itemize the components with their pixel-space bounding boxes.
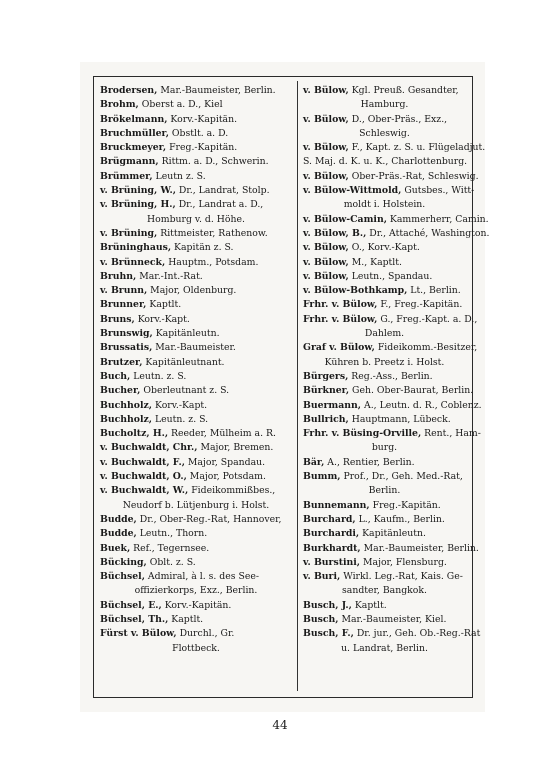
directory-entry bbox=[100, 370, 292, 384]
directory-entry bbox=[100, 570, 292, 584]
entry-details: Kapitänleutnant. bbox=[142, 356, 225, 368]
entry-name: Graf v. Bülow, bbox=[303, 342, 375, 354]
entry-name: Bürgers, bbox=[303, 370, 349, 382]
entry-details: Lt., Berlin. bbox=[407, 285, 461, 297]
right-column bbox=[303, 84, 490, 656]
entry-name: v. Brüning, W., bbox=[100, 185, 176, 197]
directory-entry bbox=[303, 241, 466, 255]
entry-name: Brohm, bbox=[100, 99, 139, 111]
entry-name: Budde, bbox=[100, 513, 137, 525]
entry-details: Kaptlt. bbox=[168, 613, 204, 625]
entry-name: v. Buchwaldt, O., bbox=[100, 471, 187, 483]
entry-details: Fideikommißbes., bbox=[188, 485, 276, 497]
directory-entry bbox=[303, 184, 475, 198]
directory-entry bbox=[303, 599, 466, 613]
directory-entry bbox=[100, 427, 292, 441]
entry-name: Brussatis, bbox=[100, 342, 153, 354]
directory-entry bbox=[100, 170, 292, 184]
directory-entry bbox=[303, 413, 466, 427]
directory-entry bbox=[100, 327, 292, 341]
entry-details: Ober-Präs.-Rat, Schleswig. bbox=[348, 170, 479, 182]
entry-name: Bruckmeyer, bbox=[100, 142, 167, 154]
entry-details: Major, Flensburg. bbox=[360, 556, 447, 568]
directory-entry bbox=[100, 599, 292, 613]
entry-name: v. Brunn, bbox=[100, 285, 148, 297]
directory-entry bbox=[100, 356, 292, 370]
directory-entry bbox=[100, 441, 292, 455]
entry-details: Oblt. z. S. bbox=[146, 556, 196, 568]
entry-name: Buermann, bbox=[303, 399, 362, 411]
directory-entry bbox=[303, 170, 479, 184]
entry-name: v. Bülow, bbox=[303, 85, 349, 96]
entry-details: F., Kapt. z. S. u. Flügeladjut. bbox=[348, 142, 486, 154]
entry-name: v. Bülow, B., bbox=[303, 227, 367, 239]
entry-details: Major, Oldenburg. bbox=[147, 285, 237, 297]
entry-name: v. Bülow-Bothkamp, bbox=[303, 285, 408, 297]
entry-details: M., Kaptlt. bbox=[348, 256, 402, 268]
entry-details: Durchl., Gr. bbox=[176, 628, 235, 640]
entry-details: A., Leutn. d. R., Coblenz. bbox=[361, 399, 482, 411]
entry-details: Rittmeister, Rathenow. bbox=[157, 227, 268, 239]
entry-name: v. Bülow, bbox=[303, 142, 349, 154]
entry-details: Wirkl. Leg.-Rat, Kais. Ge- bbox=[340, 571, 463, 583]
entry-name: v. Bülow, bbox=[303, 170, 349, 182]
entry-continuation: sandter, Bangkok. bbox=[342, 585, 427, 597]
directory-entry bbox=[303, 313, 478, 327]
directory-entry bbox=[303, 542, 479, 556]
directory-entry bbox=[100, 241, 292, 255]
entry-continuation: Homburg v. d. Höhe. bbox=[147, 213, 245, 225]
entry-details: Mar.-Baumeister, Kiel. bbox=[338, 613, 447, 625]
entry-details: L., Kaufm., Berlin. bbox=[355, 513, 445, 525]
directory-entry bbox=[303, 370, 466, 384]
directory-entry bbox=[303, 456, 466, 470]
entry-details: Korv.-Kapitän. bbox=[167, 113, 238, 125]
directory-entry bbox=[100, 141, 292, 155]
entry-details: Kapitän z. S. bbox=[171, 242, 234, 254]
page-number: 44 bbox=[272, 718, 288, 732]
entry-continuation: Kühren b. Preetz i. Holst. bbox=[324, 356, 445, 368]
entry-name: Brunswig, bbox=[100, 328, 153, 340]
entry-name: v. Burstini, bbox=[303, 556, 361, 568]
directory-entry bbox=[303, 399, 482, 413]
entry-details: Major, Bremen. bbox=[197, 442, 274, 454]
entry-name: Fürst v. Bülow, bbox=[100, 628, 177, 640]
entry-details: Kaptlt. bbox=[351, 599, 387, 611]
directory-entry bbox=[100, 270, 292, 284]
entry-name: Bunnemann, bbox=[303, 499, 370, 511]
directory-entry bbox=[100, 484, 292, 498]
entry-name: Bucher, bbox=[100, 385, 141, 397]
entry-details: F., Freg.-Kapitän. bbox=[377, 299, 463, 311]
entry-name: Büchsel, E., bbox=[100, 599, 162, 611]
entry-continuation: Dahlem. bbox=[364, 328, 405, 340]
entry-name: Buek, bbox=[100, 542, 131, 554]
entry-details: Dr., Ober-Reg.-Rat, Hannover, bbox=[136, 513, 282, 525]
directory-entry bbox=[303, 613, 466, 627]
directory-entry bbox=[303, 256, 466, 270]
entry-details: Fideikomm.-Besitzer, bbox=[374, 342, 478, 354]
entry-details: Leutn. z. S. bbox=[130, 370, 187, 382]
entry-details: Reg.-Ass., Berlin. bbox=[348, 370, 433, 382]
entry-name: Frhr. v. Büsing-Orville, bbox=[303, 428, 422, 440]
directory-entry bbox=[100, 556, 292, 570]
directory-entry bbox=[100, 198, 292, 212]
entry-details: Geh. Ober-Baurat, Berlin. bbox=[349, 385, 474, 397]
entry-name: v. Bülow-Camin, bbox=[303, 213, 387, 225]
directory-entry bbox=[303, 384, 474, 398]
directory-entry bbox=[303, 499, 466, 513]
entry-details: Korv.-Kapt. bbox=[134, 313, 190, 325]
entry-continuation: burg. bbox=[371, 442, 398, 454]
entry-details: Admiral, à l. s. des See- bbox=[144, 571, 260, 583]
entry-name: Bär, bbox=[303, 456, 325, 468]
entry-details: Kaptlt. bbox=[146, 299, 182, 311]
directory-entry bbox=[100, 470, 292, 484]
entry-name: Frhr. v. Bülow, bbox=[303, 299, 378, 311]
directory-entry bbox=[303, 213, 489, 227]
directory-entry bbox=[303, 84, 466, 98]
entry-name: Bücking, bbox=[100, 556, 147, 568]
entry-details: Dr., Landrat a. D., bbox=[175, 199, 264, 211]
entry-name: v. Bülow-Wittmold, bbox=[303, 185, 402, 197]
directory-entry bbox=[303, 298, 466, 312]
entry-name: v. Bülow, bbox=[303, 270, 349, 282]
entry-name: Büchsel, bbox=[100, 571, 145, 583]
directory-entry bbox=[100, 184, 292, 198]
entry-continuation: Neudorf b. Lütjenburg i. Holst. bbox=[122, 499, 270, 511]
column-divider bbox=[297, 81, 298, 691]
entry-details: Freg.-Kapitän. bbox=[369, 499, 441, 511]
directory-entry bbox=[303, 141, 486, 155]
entry-name: Busch, F., bbox=[303, 628, 354, 640]
entry-name: Buchholz, bbox=[100, 413, 153, 425]
entry-name: Brodersen, bbox=[100, 85, 158, 96]
directory-entry bbox=[100, 384, 292, 398]
entry-details: Korv.-Kapitän. bbox=[161, 599, 232, 611]
entry-name: Bruns, bbox=[100, 313, 135, 325]
entry-name: v. Brüning, H., bbox=[100, 199, 176, 211]
entry-details: Obstlt. a. D. bbox=[168, 127, 229, 139]
entry-name: Bruhn, bbox=[100, 270, 137, 282]
directory-entry bbox=[100, 341, 292, 355]
entry-details: Ref., Tegernsee. bbox=[130, 542, 210, 554]
entry-name: v. Bülow, bbox=[303, 113, 349, 125]
entry-name: Büchsel, Th., bbox=[100, 613, 169, 625]
entry-details: Reeder, Mülheim a. R. bbox=[168, 428, 276, 440]
entry-details: Leutn. z. S. bbox=[152, 413, 209, 425]
directory-entry bbox=[100, 227, 292, 241]
entry-details: Mar.-Int.-Rat. bbox=[136, 270, 203, 282]
directory-entry bbox=[100, 542, 292, 556]
entry-details: Kammerherr, Camin. bbox=[386, 213, 489, 225]
entry-name: Bumm, bbox=[303, 471, 341, 483]
entry-details: Dr. jur., Geh. Ob.-Reg.-Rat bbox=[353, 628, 481, 640]
directory-entry bbox=[303, 627, 481, 641]
entry-name: Bürkner, bbox=[303, 385, 350, 397]
directory-entry bbox=[100, 456, 292, 470]
entry-continuation: offizierkorps, Exz., Berlin. bbox=[134, 585, 258, 597]
entry-details: Leutn., Spandau. bbox=[348, 270, 433, 282]
entry-details: Hauptm., Potsdam. bbox=[165, 256, 259, 268]
entry-details: A., Rentier, Berlin. bbox=[324, 456, 415, 468]
directory-entry bbox=[303, 113, 466, 127]
entry-details: Major, Spandau. bbox=[184, 456, 266, 468]
entry-details: Mar.-Baumeister, Berlin. bbox=[360, 542, 479, 554]
entry-details: Prof., Dr., Geh. Med.-Rat, bbox=[340, 471, 463, 483]
entry-details: O., Korv.-Kapt. bbox=[348, 242, 420, 254]
entry-name: v. Buchwaldt, W., bbox=[100, 485, 189, 497]
entry-name: Burchard, bbox=[303, 513, 356, 525]
entry-details: Oberleutnant z. S. bbox=[140, 385, 230, 397]
entry-name: Budde, bbox=[100, 528, 137, 540]
entry-name: Frhr. v. Bülow, bbox=[303, 313, 378, 325]
entry-details: Leutn z. S. bbox=[152, 170, 206, 182]
entry-name: Bruchmüller, bbox=[100, 127, 169, 139]
entry-details: D., Ober-Präs., Exz., bbox=[348, 113, 448, 125]
entry-name: Brügmann, bbox=[100, 156, 159, 168]
directory-entry bbox=[303, 427, 481, 441]
entry-name: Burkhardt, bbox=[303, 542, 361, 554]
entry-details: Major, Potsdam. bbox=[186, 471, 266, 483]
entry-name: Brüninghaus, bbox=[100, 242, 172, 254]
entry-details: Leutn., Thorn. bbox=[136, 528, 208, 540]
directory-entry bbox=[303, 341, 478, 355]
entry-details: Kgl. Preuß. Gesandter, bbox=[348, 85, 459, 96]
directory-entry bbox=[100, 98, 292, 112]
entry-name: Burchardi, bbox=[303, 528, 360, 540]
directory-entry bbox=[303, 570, 466, 584]
entry-name: v. Buchwaldt, Chr., bbox=[100, 442, 198, 454]
directory-entry bbox=[100, 613, 292, 627]
entry-details: Freg.-Kapitän. bbox=[166, 142, 238, 154]
directory-entry bbox=[100, 313, 292, 327]
directory-entry bbox=[303, 513, 466, 527]
entry-continuation: Schleswig. bbox=[359, 127, 410, 139]
directory-entry bbox=[100, 413, 292, 427]
entry-details: Hauptmann, Lübeck. bbox=[348, 413, 451, 425]
directory-entry bbox=[100, 513, 292, 527]
entry-continuation: moldt i. Holstein. bbox=[343, 199, 426, 211]
entry-continuation: Flottbeck. bbox=[172, 642, 220, 654]
entry-name: Brunner, bbox=[100, 299, 147, 311]
entry-details: Korv.-Kapt. bbox=[152, 399, 208, 411]
entry-details: Gutsbes., Witt- bbox=[401, 185, 475, 197]
entry-name: Brökelmann, bbox=[100, 113, 168, 125]
directory-entry bbox=[100, 127, 292, 141]
entry-details: G., Freg.-Kapt. a. D., bbox=[377, 313, 478, 325]
directory-entry bbox=[100, 298, 292, 312]
entry-details: Oberst a. D., Kiel bbox=[138, 99, 223, 111]
directory-entry bbox=[303, 470, 466, 484]
entry-details: Mar.-Baumeister. bbox=[152, 342, 236, 354]
entry-details: Rittm. a. D., Schwerin. bbox=[158, 156, 269, 168]
entry-details: Dr., Landrat, Stolp. bbox=[175, 185, 270, 197]
entry-name: v. Bülow, bbox=[303, 256, 349, 268]
directory-entry bbox=[100, 113, 292, 127]
entry-name: v. Buri, bbox=[303, 571, 341, 583]
entry-details: Mar.-Baumeister, Berlin. bbox=[157, 85, 276, 96]
entry-name: Brümmer, bbox=[100, 170, 153, 182]
left-column bbox=[100, 84, 292, 656]
entry-continuation: Hamburg. bbox=[360, 99, 409, 111]
directory-entry bbox=[100, 284, 292, 298]
entry-name: Brutzer, bbox=[100, 356, 143, 368]
entry-name: Buchholz, bbox=[100, 399, 153, 411]
entry-name: v. Brüning, bbox=[100, 227, 158, 239]
directory-entry bbox=[303, 527, 466, 541]
entry-name: Bullrich, bbox=[303, 413, 349, 425]
directory-entry bbox=[100, 256, 292, 270]
entry-name: Busch, J., bbox=[303, 599, 352, 611]
directory-entry bbox=[100, 84, 292, 98]
entry-name: Bucholtz, H., bbox=[100, 428, 169, 440]
directory-entry bbox=[303, 270, 466, 284]
entry-details: Dr., Attaché, Washington. bbox=[366, 227, 490, 239]
directory-entry bbox=[100, 399, 292, 413]
directory-entry bbox=[100, 527, 292, 541]
entry-name: v. Buchwaldt, F., bbox=[100, 456, 185, 468]
entry-name: Buch, bbox=[100, 370, 131, 382]
directory-entry bbox=[100, 627, 292, 641]
entry-continuation: S. Maj. d. K. u. K., Charlottenburg. bbox=[303, 156, 468, 168]
directory-entry bbox=[303, 284, 466, 298]
entry-continuation: u. Landrat, Berlin. bbox=[341, 642, 428, 654]
entry-details: Kapitänleutn. bbox=[359, 528, 426, 540]
entry-name: Busch, bbox=[303, 613, 339, 625]
entry-continuation: Berlin. bbox=[368, 485, 401, 497]
entry-name: v. Brünneck, bbox=[100, 256, 166, 268]
entry-details: Rent., Ham- bbox=[421, 428, 481, 440]
directory-entry bbox=[303, 227, 490, 241]
directory-entry bbox=[303, 556, 466, 570]
entry-details: Kapitänleutn. bbox=[152, 328, 220, 340]
directory-entry bbox=[100, 155, 292, 169]
entry-name: v. Bülow, bbox=[303, 242, 349, 254]
